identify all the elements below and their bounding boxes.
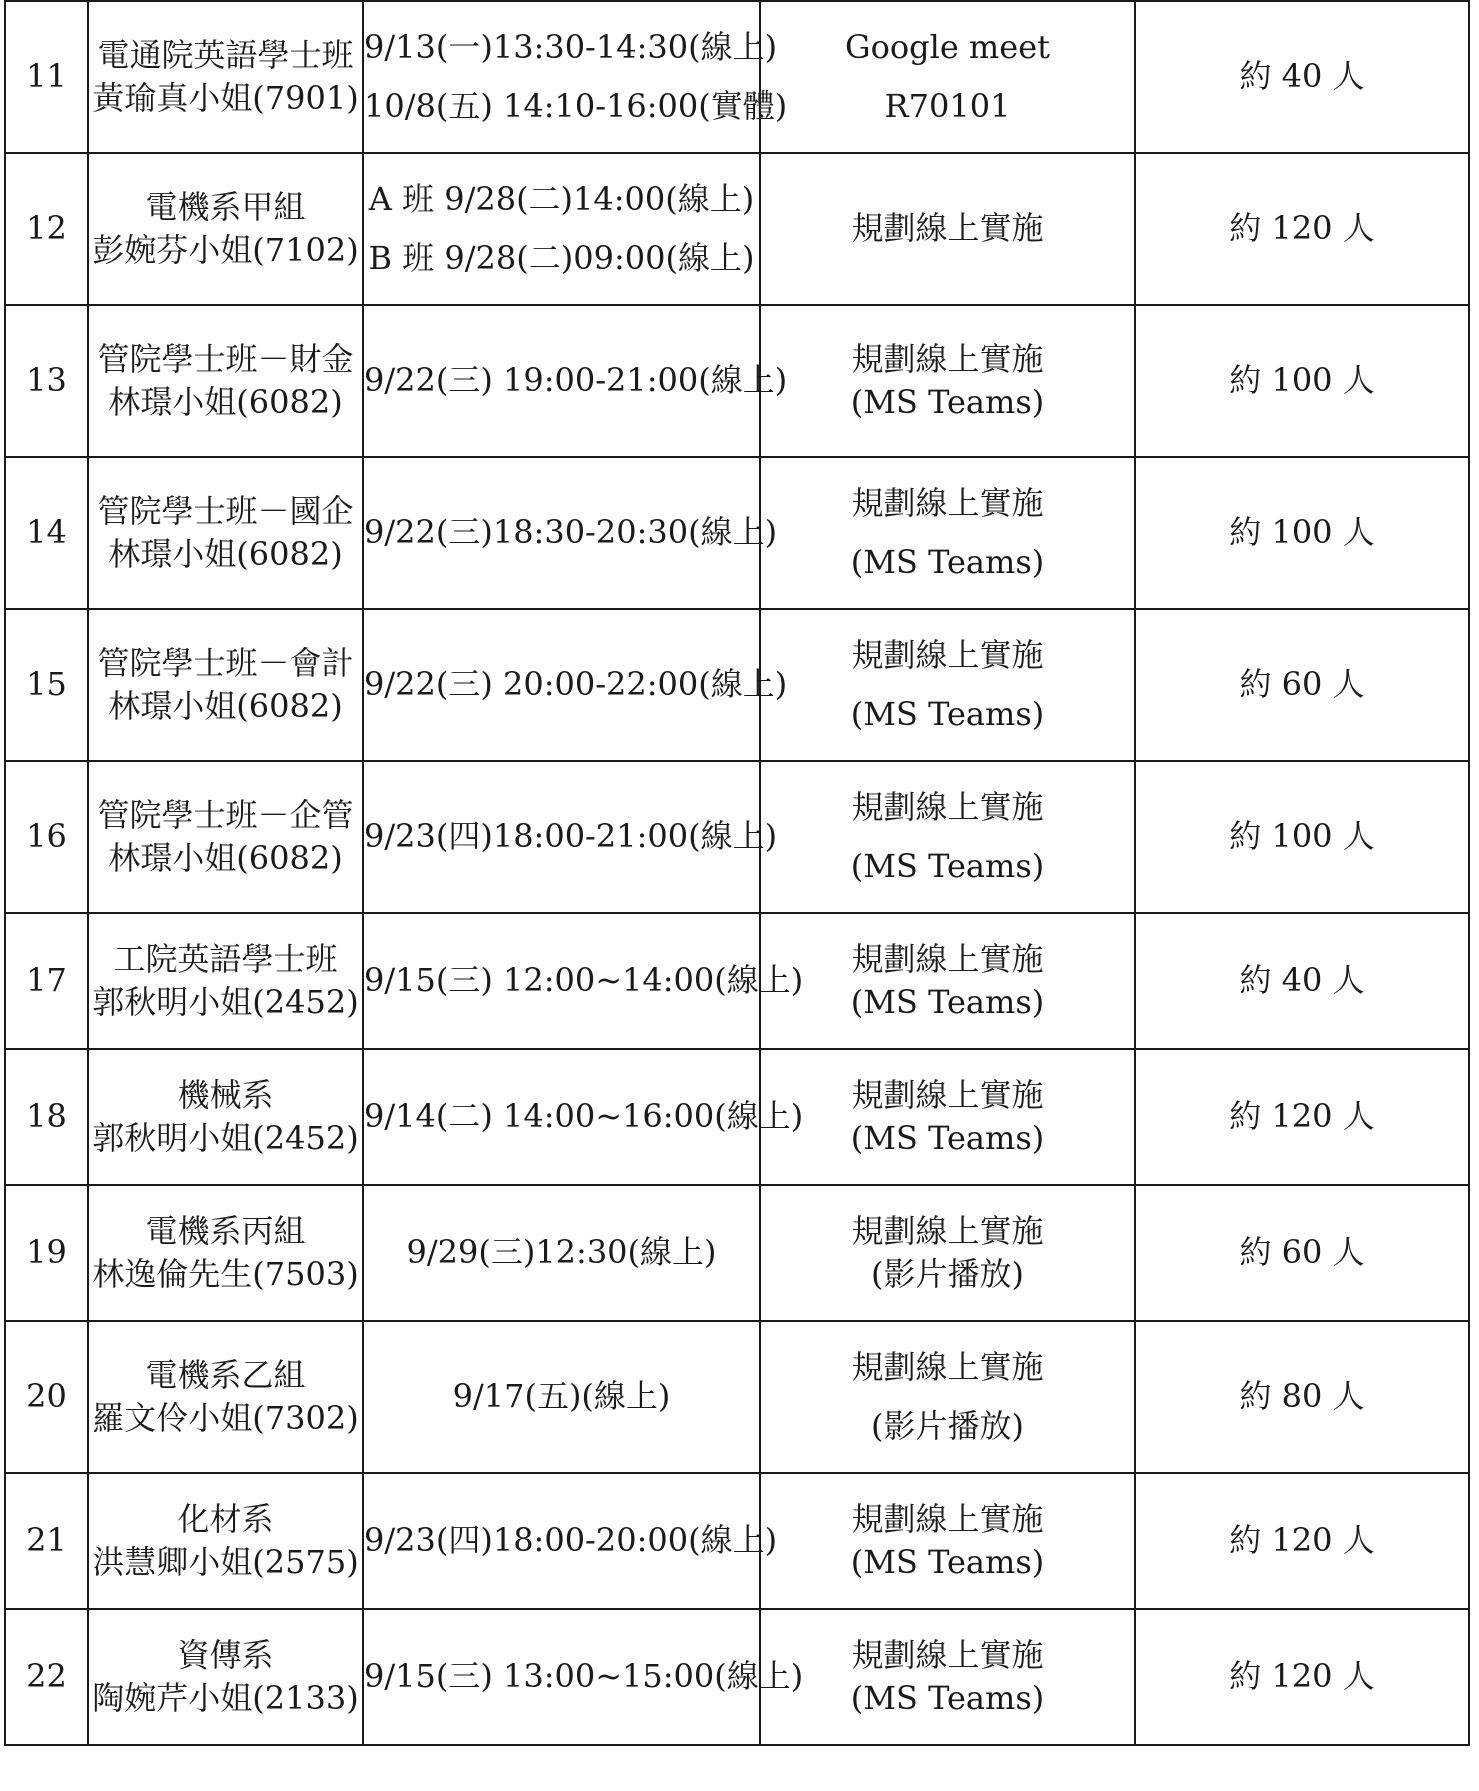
- unit-contact-cell: [88, 305, 363, 457]
- unit-contact-cell: [88, 913, 363, 1049]
- unit-contact-cell: [88, 457, 363, 609]
- unit-contact-cell: [88, 1185, 363, 1321]
- unit-name: 管院學士班－會計: [97, 643, 354, 682]
- attendance-cell: 約 100 人: [1135, 761, 1469, 913]
- unit-name: 電機系甲組: [145, 187, 306, 226]
- contact-person: 洪慧卿小姐(2575): [92, 1543, 359, 1581]
- time-cell: [363, 761, 778, 913]
- unit-name: 機械系: [177, 1075, 274, 1114]
- venue-line: 規劃線上實施: [851, 939, 1044, 978]
- venue-line: R70101: [884, 87, 1011, 125]
- session-time: 9/29(三)12:30(線上): [406, 1233, 717, 1272]
- venue-cell: [760, 1, 1135, 153]
- row-number: 22: [5, 1609, 88, 1745]
- session-time: 9/22(三)18:30-20:30(線上): [364, 513, 778, 552]
- unit-name: 電通院英語學士班: [97, 35, 354, 74]
- session-time: A 班 9/28(二)14:00(線上): [368, 179, 755, 218]
- time-cell: [363, 1049, 804, 1185]
- schedule-table-body: [5, 1, 1469, 1745]
- venue-line: 規劃線上實施: [851, 1499, 1044, 1538]
- unit-contact-cell: [88, 1473, 363, 1609]
- table-row: [5, 1609, 1469, 1745]
- unit-contact-cell: [88, 1321, 363, 1473]
- table-row: [5, 1473, 1469, 1609]
- unit-contact-cell: [88, 1609, 363, 1745]
- venue-line: 規劃線上實施: [851, 483, 1044, 522]
- venue-cell: [760, 1049, 1135, 1185]
- contact-person: 林璟小姐(6082): [108, 383, 343, 421]
- schedule-table: [4, 0, 1470, 1746]
- contact-person: 郭秋明小姐(2452): [92, 983, 359, 1021]
- row-number: 17: [5, 913, 88, 1049]
- row-number: 20: [5, 1321, 88, 1473]
- attendance-cell: 約 120 人: [1135, 153, 1469, 305]
- row-number: 15: [5, 609, 88, 761]
- time-cell: [363, 153, 760, 305]
- time-cell: [363, 913, 804, 1049]
- attendance-cell: 約 40 人: [1135, 1, 1469, 153]
- contact-person: 林逸倫先生(7503): [92, 1255, 359, 1293]
- attendance-cell: 約 100 人: [1135, 457, 1469, 609]
- session-time: 9/15(三) 13:00~15:00(線上): [364, 1657, 804, 1696]
- venue-line: (MS Teams): [850, 847, 1045, 885]
- time-cell: [363, 1609, 804, 1745]
- venue-line: 規劃線上實施: [851, 1347, 1044, 1386]
- venue-cell: [760, 1473, 1135, 1609]
- session-time: 9/13(一)13:30-14:30(線上): [364, 27, 778, 66]
- session-time: 9/23(四)18:00-20:00(線上): [364, 1521, 778, 1560]
- table-row: [5, 913, 1469, 1049]
- session-time: 10/8(五) 14:10-16:00(實體): [364, 87, 788, 125]
- venue-line: (MS Teams): [850, 695, 1045, 733]
- session-time: 9/22(三) 19:00-21:00(線上): [364, 361, 788, 400]
- session-time: 9/15(三) 12:00~14:00(線上): [364, 961, 804, 1000]
- time-cell: [363, 305, 788, 457]
- session-time: 9/14(二) 14:00~16:00(線上): [364, 1097, 804, 1136]
- table-row: [5, 153, 1469, 305]
- venue-line: (MS Teams): [850, 543, 1045, 581]
- venue-line: (MS Teams): [850, 1679, 1045, 1717]
- unit-name: 管院學士班－財金: [97, 339, 354, 378]
- venue-line: 規劃線上實施: [851, 209, 1044, 248]
- table-row: [5, 1049, 1469, 1185]
- venue-line: 規劃線上實施: [851, 635, 1044, 674]
- unit-name: 電機系丙組: [145, 1211, 306, 1250]
- venue-line: 規劃線上實施: [851, 787, 1044, 826]
- row-number: 18: [5, 1049, 88, 1185]
- session-time: B 班 9/28(二)09:00(線上): [368, 239, 755, 277]
- row-number: 11: [5, 1, 88, 153]
- contact-person: 林璟小姐(6082): [108, 535, 343, 573]
- contact-person: 陶婉芹小姐(2133): [92, 1679, 359, 1717]
- table-row: [5, 305, 1469, 457]
- unit-contact-cell: [88, 1049, 363, 1185]
- contact-person: 郭秋明小姐(2452): [92, 1119, 359, 1157]
- table-row: [5, 457, 1469, 609]
- unit-name: 管院學士班－國企: [97, 491, 354, 530]
- row-number: 12: [5, 153, 88, 305]
- attendance-cell: 約 120 人: [1135, 1473, 1469, 1609]
- venue-line: (MS Teams): [850, 1119, 1045, 1157]
- row-number: 16: [5, 761, 88, 913]
- time-cell: [363, 457, 778, 609]
- attendance-cell: 約 40 人: [1135, 913, 1469, 1049]
- venue-line: (MS Teams): [850, 383, 1045, 421]
- row-number: 13: [5, 305, 88, 457]
- time-cell: [363, 1321, 760, 1473]
- venue-cell: [760, 1609, 1135, 1745]
- unit-contact-cell: [88, 153, 363, 305]
- unit-name: 電機系乙組: [145, 1355, 306, 1394]
- session-time: 9/17(五)(線上): [452, 1377, 671, 1416]
- venue-line: (MS Teams): [850, 1543, 1045, 1581]
- venue-cell: [760, 457, 1135, 609]
- contact-person: 羅文伶小姐(7302): [92, 1399, 359, 1437]
- row-number: 21: [5, 1473, 88, 1609]
- venue-line: 規劃線上實施: [851, 1075, 1044, 1114]
- venue-line: (影片播放): [871, 1255, 1024, 1293]
- attendance-cell: 約 80 人: [1135, 1321, 1469, 1473]
- unit-contact-cell: [88, 1, 363, 153]
- time-cell: [363, 609, 788, 761]
- contact-person: 林璟小姐(6082): [108, 839, 343, 877]
- venue-cell: [760, 1185, 1135, 1321]
- time-cell: [363, 1185, 760, 1321]
- table-row: [5, 761, 1469, 913]
- unit-name: 工院英語學士班: [113, 939, 338, 978]
- venue-cell: [760, 761, 1135, 913]
- venue-cell: [760, 1321, 1135, 1473]
- unit-name: 化材系: [177, 1499, 274, 1538]
- venue-cell: [760, 153, 1135, 305]
- attendance-cell: 約 100 人: [1135, 305, 1469, 457]
- venue-cell: [760, 609, 1135, 761]
- unit-name: 資傳系: [177, 1635, 274, 1674]
- unit-contact-cell: [88, 609, 363, 761]
- unit-name: 管院學士班－企管: [97, 795, 354, 834]
- venue-line: 規劃線上實施: [851, 1635, 1044, 1674]
- venue-cell: [760, 305, 1135, 457]
- table-row: [5, 609, 1469, 761]
- venue-line: Google meet: [845, 27, 1050, 66]
- table-row: [5, 1185, 1469, 1321]
- contact-person: 黃瑜真小姐(7901): [92, 79, 359, 117]
- contact-person: 林璟小姐(6082): [108, 687, 343, 725]
- attendance-cell: 約 60 人: [1135, 609, 1469, 761]
- table-row: [5, 1321, 1469, 1473]
- attendance-cell: 約 60 人: [1135, 1185, 1469, 1321]
- attendance-cell: 約 120 人: [1135, 1609, 1469, 1745]
- session-time: 9/22(三) 20:00-22:00(線上): [364, 665, 788, 704]
- session-time: 9/23(四)18:00-21:00(線上): [364, 817, 778, 856]
- table-row: [5, 1, 1469, 153]
- attendance-cell: 約 120 人: [1135, 1049, 1469, 1185]
- unit-contact-cell: [88, 761, 363, 913]
- venue-line: (MS Teams): [850, 983, 1045, 1021]
- venue-line: (影片播放): [871, 1407, 1024, 1445]
- contact-person: 彭婉芬小姐(7102): [92, 231, 359, 269]
- row-number: 14: [5, 457, 88, 609]
- time-cell: [363, 1, 788, 153]
- row-number: 19: [5, 1185, 88, 1321]
- time-cell: [363, 1473, 778, 1609]
- venue-cell: [760, 913, 1135, 1049]
- venue-line: 規劃線上實施: [851, 1211, 1044, 1250]
- venue-line: 規劃線上實施: [851, 339, 1044, 378]
